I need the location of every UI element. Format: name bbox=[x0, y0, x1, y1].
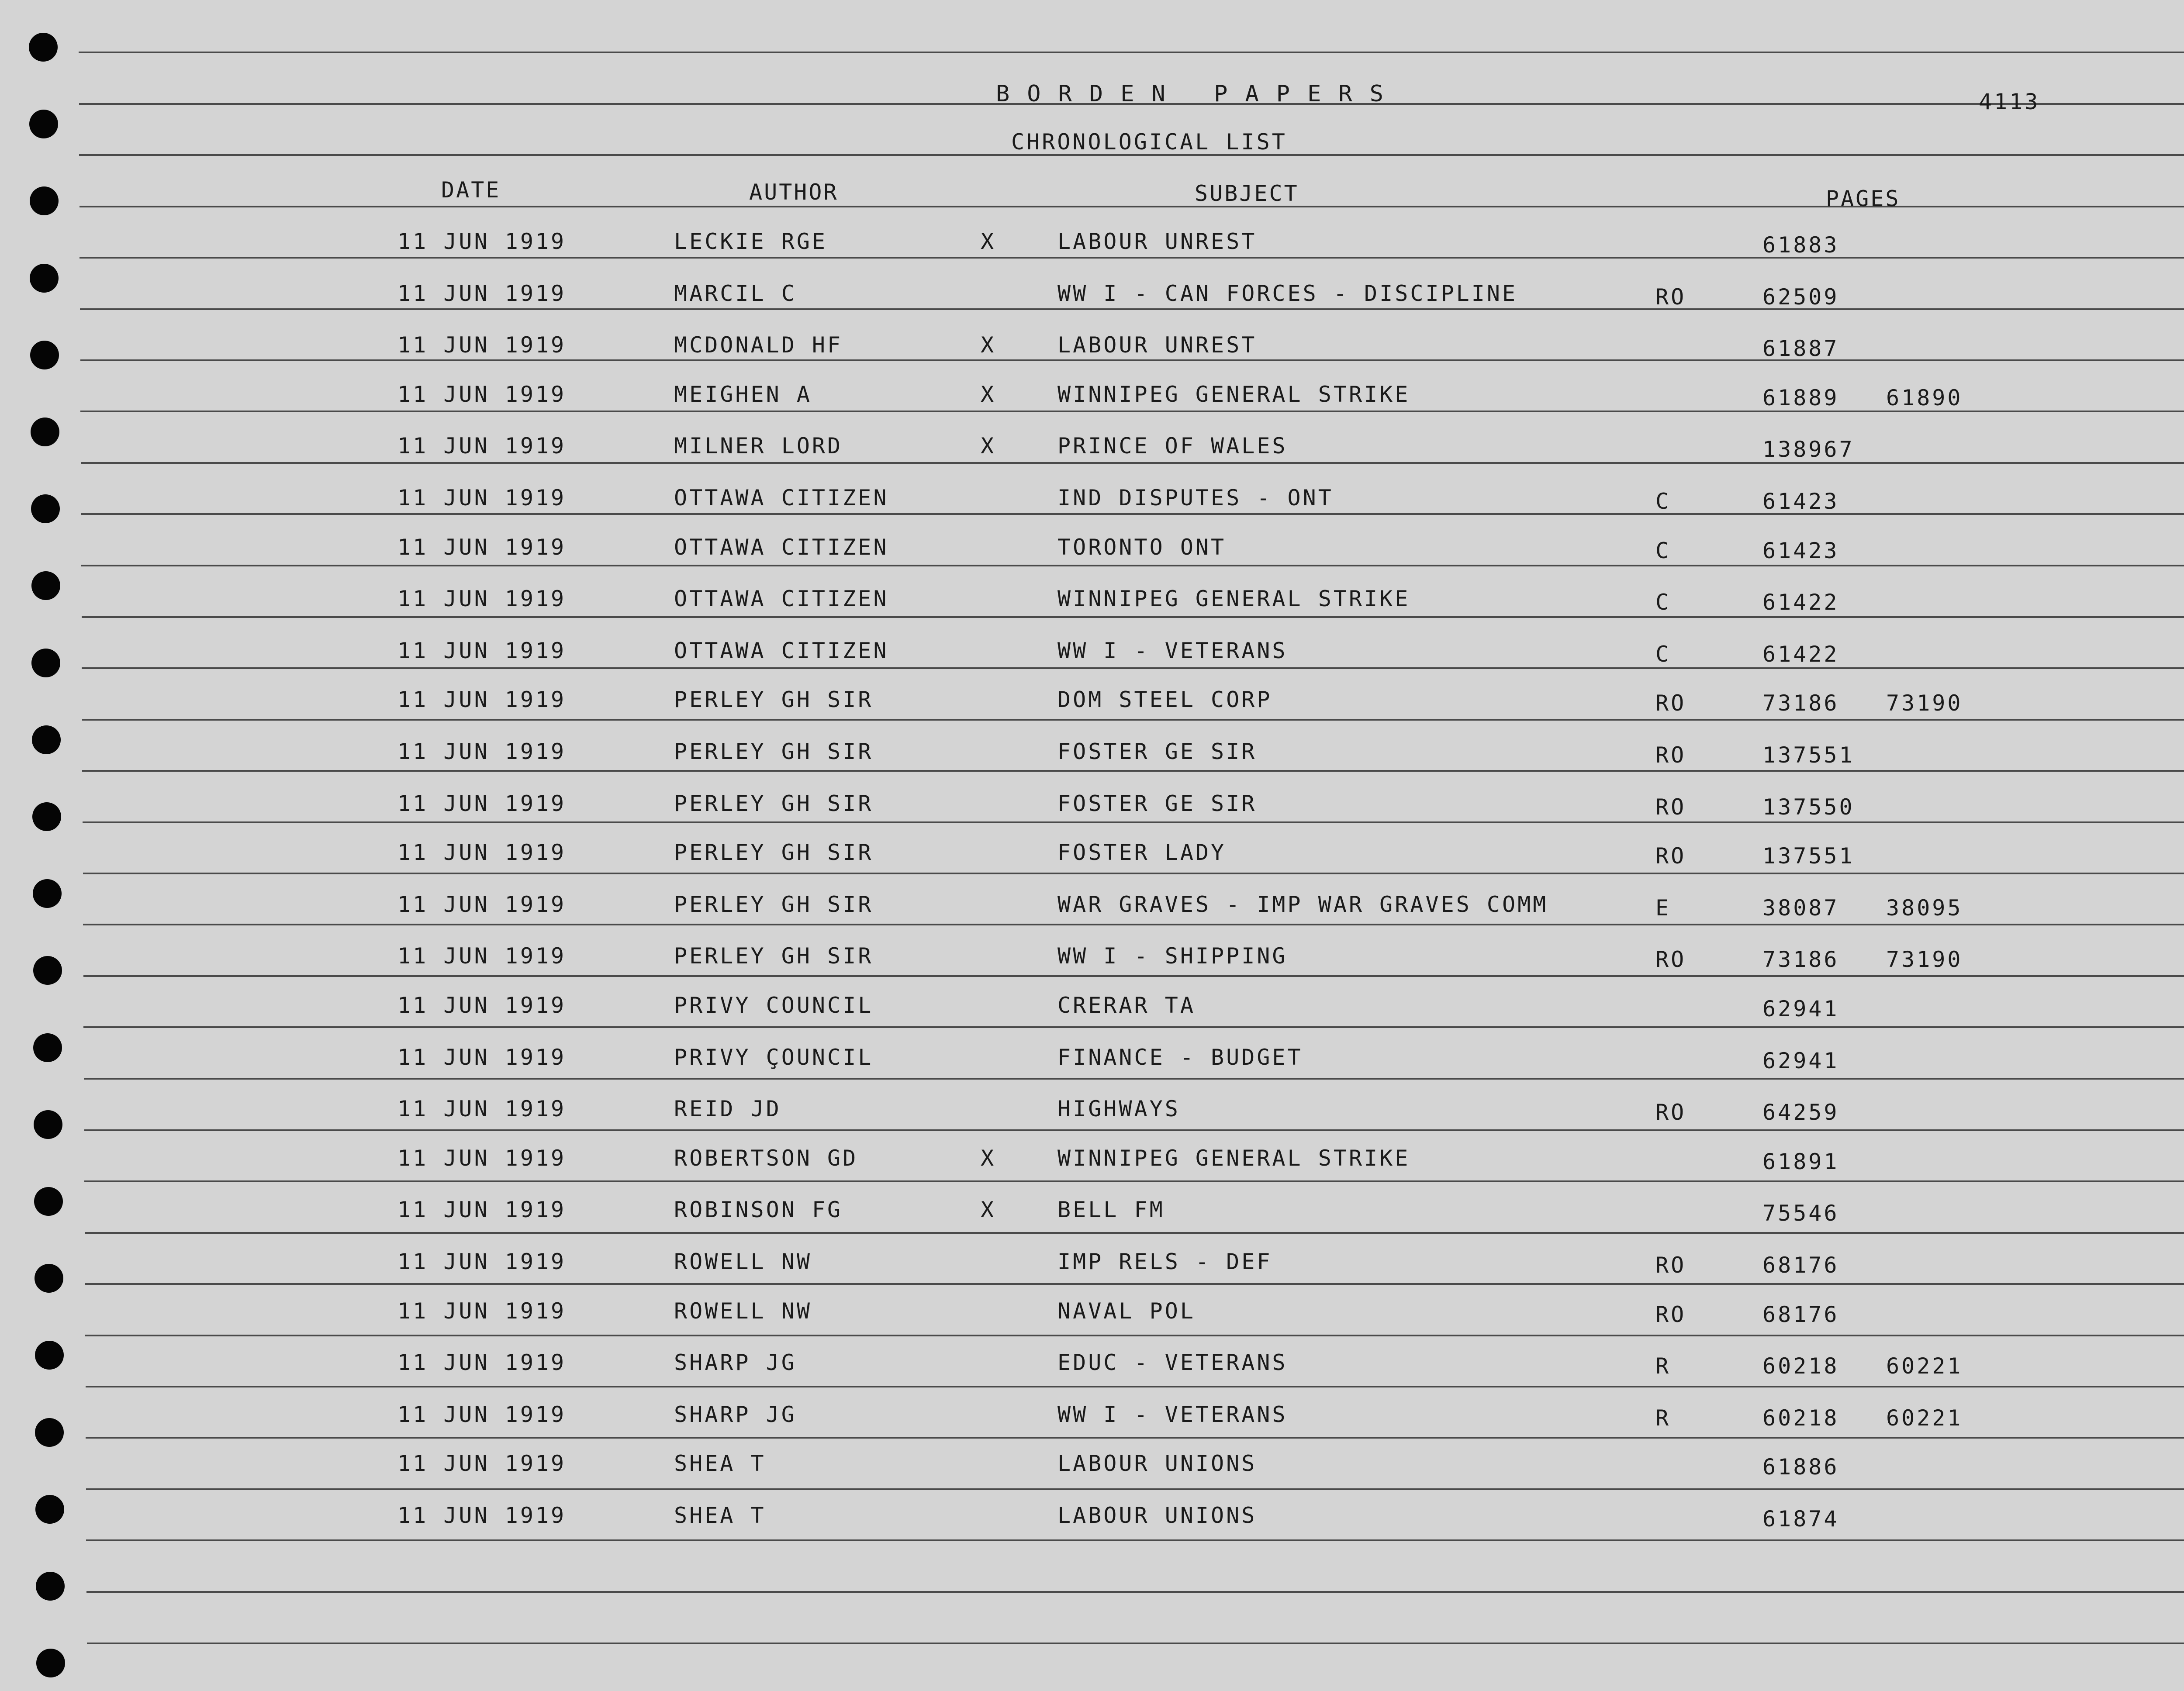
entry-page-start: 61887 bbox=[1762, 336, 1839, 362]
entry-author: ROWELL NW bbox=[674, 1298, 812, 1324]
entry-code: RO bbox=[1655, 284, 1686, 310]
entry-author: SHARP JG bbox=[674, 1350, 797, 1376]
entry-page-start: 61891 bbox=[1762, 1149, 1839, 1174]
entry-subject: DOM STEEL CORP bbox=[1057, 687, 1272, 713]
entry-subject: TORONTO ONT bbox=[1057, 534, 1227, 560]
entry-author: PRIVY COUNCIL bbox=[674, 993, 874, 1018]
ruled-line bbox=[79, 52, 2184, 53]
tractor-hole bbox=[33, 879, 62, 908]
entry-date: 11 JUN 1919 bbox=[397, 943, 567, 969]
entry-date: 11 JUN 1919 bbox=[397, 891, 567, 917]
entry-page-start: 137551 bbox=[1762, 742, 1855, 768]
column-header-date: DATE bbox=[441, 177, 501, 203]
tractor-hole bbox=[32, 802, 61, 831]
entry-author: OTTAWA CITIZEN bbox=[674, 534, 889, 560]
entry-date: 11 JUN 1919 bbox=[397, 280, 567, 306]
ruled-line bbox=[81, 462, 2184, 464]
ruled-line bbox=[83, 873, 2184, 874]
entry-subject: WW I - VETERANS bbox=[1057, 638, 1288, 663]
ruled-line bbox=[81, 513, 2184, 515]
entry-page-start: 61883 bbox=[1762, 232, 1839, 258]
tractor-hole bbox=[29, 33, 58, 62]
entry-subject: LABOUR UNREST bbox=[1057, 229, 1257, 254]
entry-date: 11 JUN 1919 bbox=[397, 1401, 567, 1427]
entry-subject: WW I - SHIPPING bbox=[1057, 943, 1288, 969]
entry-date: 11 JUN 1919 bbox=[397, 534, 567, 560]
ruled-line bbox=[85, 1232, 2184, 1234]
tractor-hole bbox=[30, 341, 59, 369]
entry-date: 11 JUN 1919 bbox=[397, 1145, 567, 1171]
tractor-hole bbox=[31, 494, 60, 523]
entry-code: RO bbox=[1655, 1100, 1686, 1125]
tractor-hole bbox=[35, 1264, 63, 1293]
entry-page-start: 68176 bbox=[1762, 1301, 1839, 1327]
entry-author: PERLEY GH SIR bbox=[674, 687, 874, 713]
tractor-hole bbox=[36, 1572, 65, 1601]
entry-author: ROBINSON FG bbox=[674, 1197, 843, 1223]
entry-subject: LABOUR UNREST bbox=[1057, 332, 1257, 358]
entry-author: ROWELL NW bbox=[674, 1249, 812, 1274]
ruled-line bbox=[86, 1437, 2184, 1439]
entry-author: OTTAWA CITIZEN bbox=[674, 586, 889, 612]
entry-page-start: 138967 bbox=[1762, 437, 1855, 462]
entry-page-start: 73186 bbox=[1762, 690, 1839, 716]
ruled-line bbox=[86, 1488, 2184, 1490]
entry-page-start: 73186 bbox=[1762, 947, 1839, 973]
entry-date: 11 JUN 1919 bbox=[397, 840, 567, 866]
entry-code: RO bbox=[1655, 690, 1686, 716]
entry-author: PERLEY GH SIR bbox=[674, 891, 874, 917]
entry-page-start: 61422 bbox=[1762, 641, 1839, 667]
entry-date: 11 JUN 1919 bbox=[397, 381, 567, 407]
entry-page-start: 60218 bbox=[1762, 1405, 1839, 1431]
entry-date: 11 JUN 1919 bbox=[397, 790, 567, 816]
tractor-hole bbox=[34, 1110, 62, 1139]
entry-code: R bbox=[1655, 1353, 1671, 1379]
entry-code: RO bbox=[1655, 742, 1686, 768]
entry-author: PRIVY ÇOUNCIL bbox=[674, 1044, 874, 1070]
ruled-line bbox=[83, 975, 2184, 977]
entry-x-mark: X bbox=[981, 433, 996, 459]
ruled-line bbox=[85, 1335, 2184, 1336]
entry-date: 11 JUN 1919 bbox=[397, 332, 567, 358]
entry-page-start: 60218 bbox=[1762, 1353, 1839, 1379]
entry-subject: PRINCE OF WALES bbox=[1057, 433, 1288, 459]
entry-x-mark: X bbox=[981, 229, 996, 254]
ruled-line bbox=[84, 1078, 2184, 1080]
entry-author: ROBERTSON GD bbox=[674, 1145, 858, 1171]
entry-date: 11 JUN 1919 bbox=[397, 586, 567, 612]
entry-subject: WAR GRAVES - IMP WAR GRAVES COMM bbox=[1057, 891, 1548, 917]
entry-code: RO bbox=[1655, 1253, 1686, 1278]
ruled-line bbox=[83, 821, 2184, 823]
entry-page-start: 38087 bbox=[1762, 895, 1839, 921]
entry-subject: EDUC - VETERANS bbox=[1057, 1350, 1288, 1376]
entry-subject: IND DISPUTES - ONT bbox=[1057, 485, 1334, 511]
entry-subject: WW I - VETERANS bbox=[1057, 1401, 1288, 1427]
entry-date: 11 JUN 1919 bbox=[397, 1044, 567, 1070]
entry-date: 11 JUN 1919 bbox=[397, 1249, 567, 1274]
entry-date: 11 JUN 1919 bbox=[397, 433, 567, 459]
entry-date: 11 JUN 1919 bbox=[397, 1096, 567, 1122]
tractor-hole bbox=[35, 1341, 64, 1370]
entry-author: PERLEY GH SIR bbox=[674, 943, 874, 969]
tractor-hole bbox=[29, 110, 58, 138]
entry-page-start: 61889 bbox=[1762, 385, 1839, 411]
entry-page-start: 64259 bbox=[1762, 1100, 1839, 1125]
entry-date: 11 JUN 1919 bbox=[397, 1350, 567, 1376]
entry-x-mark: X bbox=[981, 381, 996, 407]
entry-author: PERLEY GH SIR bbox=[674, 739, 874, 764]
entry-subject: LABOUR UNIONS bbox=[1057, 1503, 1257, 1528]
entry-subject: WINNIPEG GENERAL STRIKE bbox=[1057, 1145, 1410, 1171]
entry-page-start: 137551 bbox=[1762, 843, 1855, 869]
entry-page-start: 61874 bbox=[1762, 1506, 1839, 1532]
entry-code: C bbox=[1655, 641, 1671, 667]
entry-author: MILNER LORD bbox=[674, 433, 843, 459]
entry-code: RO bbox=[1655, 794, 1686, 820]
entry-date: 11 JUN 1919 bbox=[397, 485, 567, 511]
column-header-pages: PAGES bbox=[1826, 186, 1901, 211]
tractor-hole bbox=[33, 956, 62, 985]
entry-page-end: 60221 bbox=[1886, 1353, 1963, 1379]
entry-date: 11 JUN 1919 bbox=[397, 638, 567, 663]
page-number: 4113 bbox=[1979, 89, 2040, 114]
entry-date: 11 JUN 1919 bbox=[397, 687, 567, 713]
entry-date: 11 JUN 1919 bbox=[397, 229, 567, 254]
entry-page-end: 38095 bbox=[1886, 895, 1963, 921]
entry-author: MCDONALD HF bbox=[674, 332, 843, 358]
entry-date: 11 JUN 1919 bbox=[397, 993, 567, 1018]
entry-subject: LABOUR UNIONS bbox=[1057, 1451, 1257, 1477]
ruled-line bbox=[80, 411, 2184, 412]
entry-subject: FOSTER GE SIR bbox=[1057, 790, 1257, 816]
ruled-line bbox=[80, 308, 2184, 310]
entry-subject: WINNIPEG GENERAL STRIKE bbox=[1057, 381, 1410, 407]
ruled-line bbox=[85, 1283, 2184, 1285]
entry-subject: HIGHWAYS bbox=[1057, 1096, 1180, 1122]
entry-author: MEIGHEN A bbox=[674, 381, 812, 407]
tractor-hole bbox=[31, 571, 60, 600]
entry-date: 11 JUN 1919 bbox=[397, 739, 567, 764]
ruled-line bbox=[84, 1129, 2184, 1131]
entry-code: RO bbox=[1655, 1301, 1686, 1327]
entry-subject: IMP RELS - DEF bbox=[1057, 1249, 1272, 1274]
ruled-line bbox=[86, 1539, 2184, 1541]
ruled-line bbox=[83, 924, 2184, 925]
entry-x-mark: X bbox=[981, 1145, 996, 1171]
entry-author: SHEA T bbox=[674, 1503, 766, 1528]
ruled-line bbox=[82, 770, 2184, 772]
entry-author: SHARP JG bbox=[674, 1401, 797, 1427]
entry-subject: WINNIPEG GENERAL STRIKE bbox=[1057, 586, 1410, 612]
entry-author: MARCIL C bbox=[674, 280, 797, 306]
entry-x-mark: X bbox=[981, 332, 996, 358]
tractor-hole bbox=[31, 418, 59, 446]
ruled-line bbox=[87, 1643, 2184, 1644]
tractor-hole bbox=[31, 649, 60, 677]
entry-page-start: 62941 bbox=[1762, 996, 1839, 1022]
document-title: BORDEN PAPERS bbox=[996, 81, 1401, 107]
tractor-hole bbox=[30, 264, 59, 293]
entry-subject: FINANCE - BUDGET bbox=[1057, 1044, 1303, 1070]
entry-page-start: 137550 bbox=[1762, 794, 1855, 820]
ruled-line bbox=[82, 616, 2184, 618]
entry-subject: WW I - CAN FORCES - DISCIPLINE bbox=[1057, 280, 1518, 306]
tractor-hole bbox=[33, 1033, 62, 1062]
ruled-line bbox=[80, 359, 2184, 361]
ruled-line bbox=[82, 719, 2184, 721]
entry-page-end: 61890 bbox=[1886, 385, 1963, 411]
entry-page-start: 61886 bbox=[1762, 1454, 1839, 1480]
entry-page-start: 61423 bbox=[1762, 489, 1839, 514]
entry-code: RO bbox=[1655, 843, 1686, 869]
entry-page-start: 61422 bbox=[1762, 590, 1839, 615]
tractor-hole bbox=[32, 725, 61, 754]
tractor-hole bbox=[35, 1418, 64, 1447]
tractor-hole bbox=[34, 1187, 63, 1216]
entry-code: E bbox=[1655, 895, 1671, 921]
entry-page-start: 62941 bbox=[1762, 1048, 1839, 1073]
entry-page-end: 73190 bbox=[1886, 947, 1963, 973]
entry-page-end: 73190 bbox=[1886, 690, 1963, 716]
ruled-line bbox=[86, 1386, 2184, 1387]
entry-x-mark: X bbox=[981, 1197, 996, 1223]
ruled-line bbox=[81, 565, 2184, 566]
ruled-line bbox=[84, 1180, 2184, 1182]
entry-date: 11 JUN 1919 bbox=[397, 1298, 567, 1324]
entry-author: OTTAWA CITIZEN bbox=[674, 638, 889, 663]
entry-date: 11 JUN 1919 bbox=[397, 1451, 567, 1477]
entry-code: C bbox=[1655, 489, 1671, 514]
ruled-line bbox=[79, 257, 2184, 259]
entry-page-end: 60221 bbox=[1886, 1405, 1963, 1431]
tractor-hole bbox=[35, 1495, 64, 1524]
ruled-line bbox=[82, 667, 2184, 669]
entry-code: RO bbox=[1655, 947, 1686, 973]
tractor-hole bbox=[36, 1649, 65, 1677]
entry-author: PERLEY GH SIR bbox=[674, 790, 874, 816]
entry-author: PERLEY GH SIR bbox=[674, 840, 874, 866]
entry-code: C bbox=[1655, 538, 1671, 563]
entry-page-start: 68176 bbox=[1762, 1253, 1839, 1278]
ruled-line bbox=[83, 1026, 2184, 1028]
entry-code: C bbox=[1655, 590, 1671, 615]
column-header-author: AUTHOR bbox=[749, 179, 839, 205]
entry-author: LECKIE RGE bbox=[674, 229, 828, 254]
entry-page-start: 62509 bbox=[1762, 284, 1839, 310]
entry-subject: BELL FM bbox=[1057, 1197, 1165, 1223]
entry-date: 11 JUN 1919 bbox=[397, 1503, 567, 1528]
entry-page-start: 75546 bbox=[1762, 1201, 1839, 1226]
entry-date: 11 JUN 1919 bbox=[397, 1197, 567, 1223]
entry-subject: FOSTER GE SIR bbox=[1057, 739, 1257, 764]
column-header-subject: SUBJECT bbox=[1195, 181, 1299, 206]
tractor-hole bbox=[30, 186, 59, 215]
entry-subject: FOSTER LADY bbox=[1057, 840, 1227, 866]
document-subtitle: CHRONOLOGICAL LIST bbox=[1011, 129, 1287, 155]
entry-author: REID JD bbox=[674, 1096, 781, 1122]
entry-subject: CRERAR TA bbox=[1057, 993, 1196, 1018]
entry-code: R bbox=[1655, 1405, 1671, 1431]
entry-author: OTTAWA CITIZEN bbox=[674, 485, 889, 511]
ruled-line bbox=[86, 1591, 2184, 1593]
entry-subject: NAVAL POL bbox=[1057, 1298, 1196, 1324]
entry-page-start: 61423 bbox=[1762, 538, 1839, 563]
entry-author: SHEA T bbox=[674, 1451, 766, 1477]
